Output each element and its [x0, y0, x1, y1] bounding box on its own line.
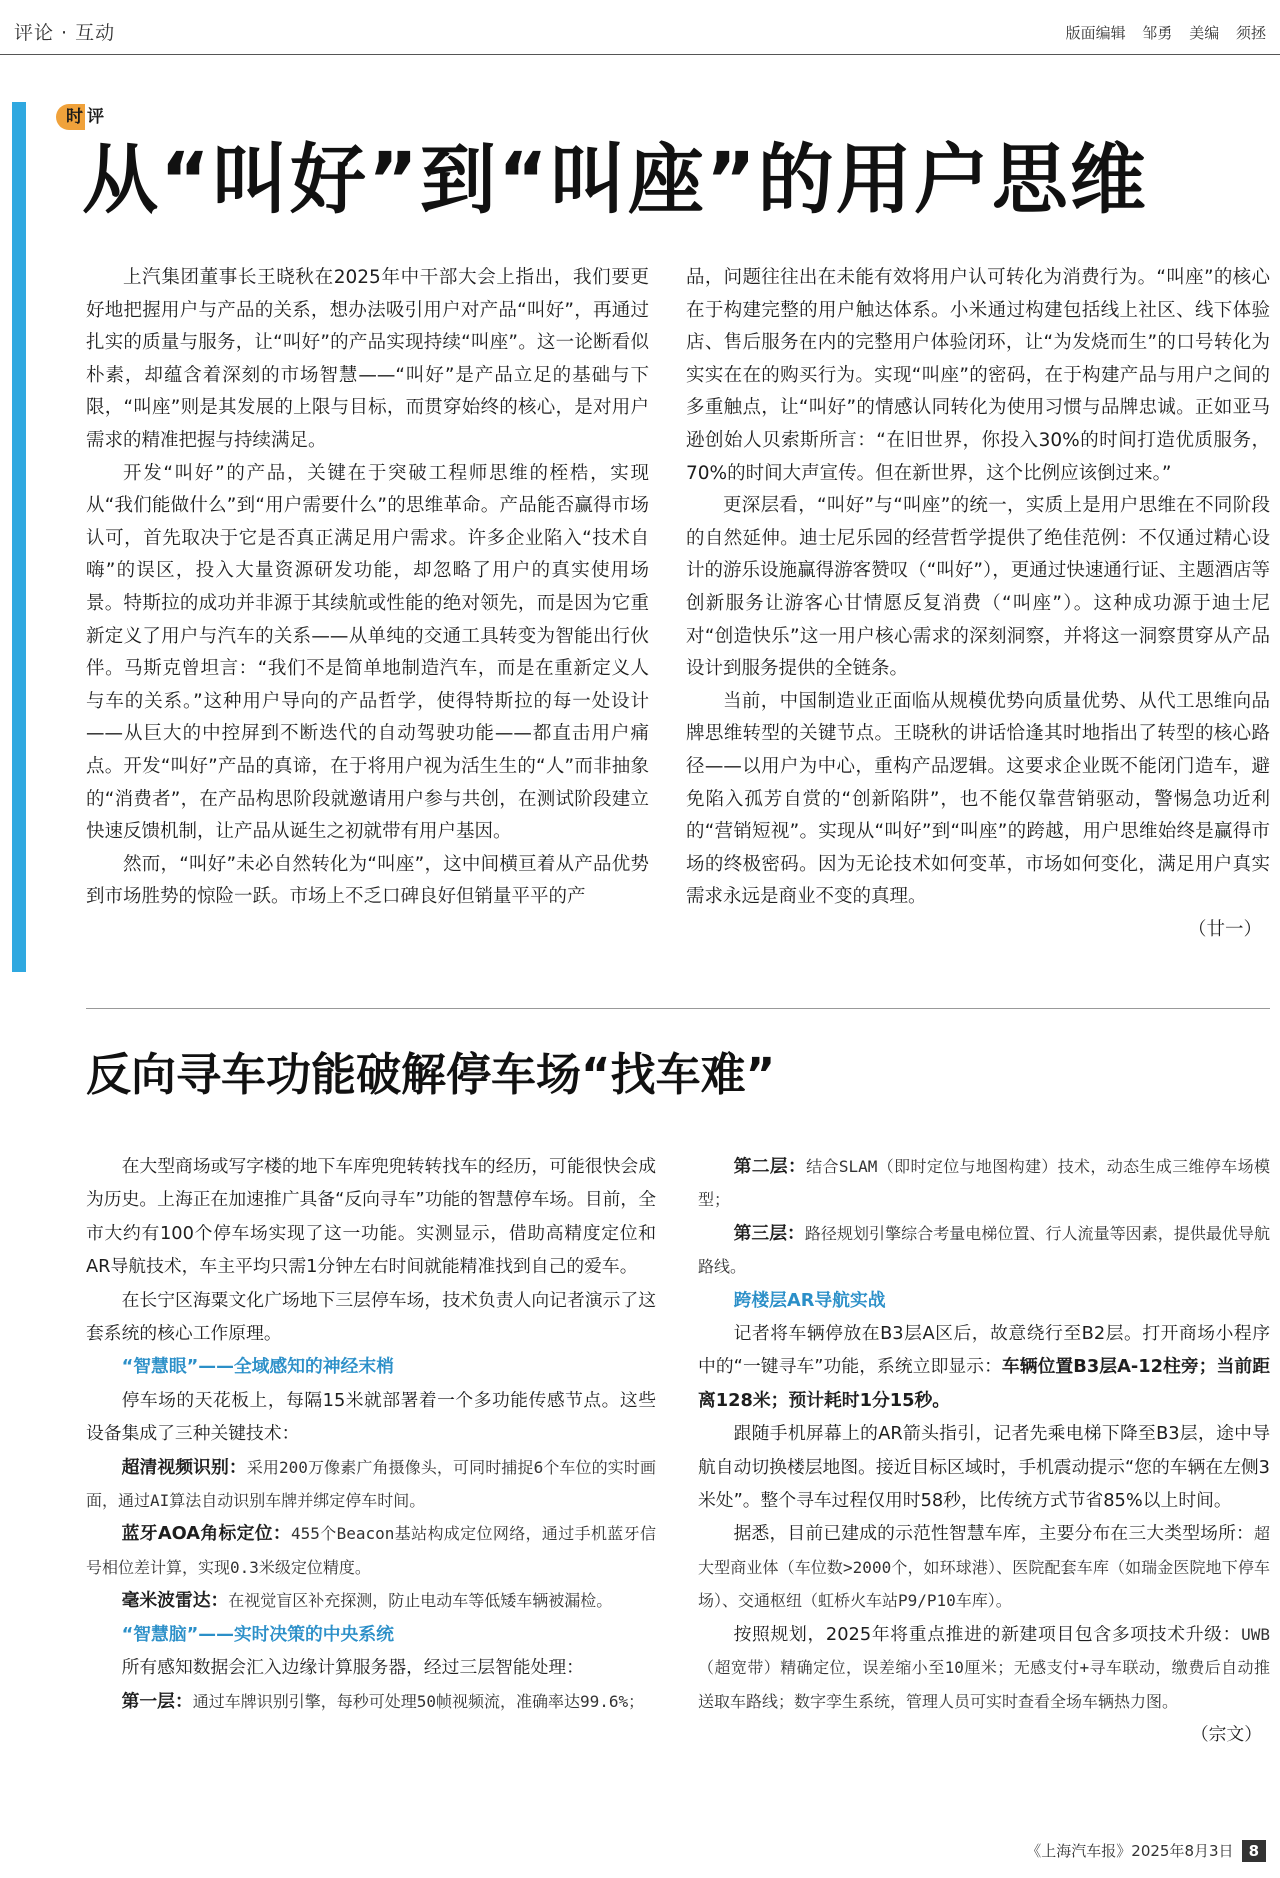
editor-label: 版面编辑: [1065, 24, 1126, 42]
nav-readout: 车辆位置B3层A-12柱旁；当前距离128米；预计耗时1分15秒。: [698, 1356, 1270, 1411]
subheading: “智慧眼”——全域感知的神经末梢: [121, 1356, 394, 1378]
tech-item: [86, 1584, 656, 1617]
page-footer: [1026, 1840, 1266, 1862]
paragraph: 所有感知数据会汇入边缘计算服务器，经过三层智能处理：: [121, 1657, 584, 1679]
paper-name-date: 《上海汽车报》2025年8月3日: [1026, 1842, 1234, 1860]
paragraph: 然而，“叫好”未必自然转化为“叫座”，这中间横亘着从产品优势到市场胜势的惊险一跃。市场上不乏口碑良好但销量平平的产: [86, 853, 649, 908]
paragraph: 停车场的天花板上，每隔15米就部署着一个多功能传感节点。这些设备集成了三种关键技术：: [86, 1389, 656, 1445]
tech-item-lead: 蓝牙AOA角标定位：: [121, 1523, 292, 1545]
location-list: 超大型商业体（车位数>2000个，如环球港）、医院配套车库（如瑞金医院地下停车场）、交通枢纽（虹桥火车站P9/P10车库）。: [698, 1524, 1270, 1611]
section-name: 评论 · 互动: [14, 22, 116, 44]
commentary-tag: [56, 104, 104, 130]
tech-item: [698, 1217, 1270, 1284]
article1-signature: （廿一）: [1187, 918, 1262, 940]
paragraph: 据悉，目前已建成的示范性智慧车库，主要分布在三大类型场所：超大型商业体（车位数>2000个，如环球港）、医院配套车库（如瑞金医院地下停车场）、交通枢纽（虹桥火车站P9/P10车库）。: [698, 1523, 1270, 1611]
paragraph: 跟随手机屏幕上的AR箭头指引，记者先乘电梯下降至B3层，途中导航自动切换楼层地图。接近目标区域时，手机震动提示“您的车辆在左侧3米处”。整个寻车过程仅用时58秒，比传统方式节省85%以上时间。: [698, 1423, 1270, 1512]
paragraph: 当前，中国制造业正面临从规模优势向质量优势、从代工思维向品牌思维转型的关键节点。王晓秋的讲话恰逢其时地指出了转型的核心路径——以用户为中心，重构产品逻辑。这要求企业既不能闭门造车，避免陷入孤芳自赏的“创新陷阱”，也不能仅靠营销驱动，警惕急功近利的“营销短视”。实现从“叫好”到“叫座”的跨越，用户思维始终是赢得市场的终极密码。因为无论技术如何变革，市场如何变化，满足用户真实需求永远是商业不变的真理。: [686, 690, 1270, 908]
tag-highlight: 时: [56, 104, 85, 130]
layer-text: 结合SLAM（即时定位与地图构建）技术，动态生成三维停车场模型；: [698, 1157, 1270, 1210]
paragraph: 在大型商场或写字楼的地下车库兜兜转转找车的经历，可能很快会成为历史。上海正在加速推广具备“反向寻车”功能的智慧停车场。目前，全市大约有100个停车场实现了这一功能。实测显示，借助高精度定位和AR导航技术，车主平均只需1分钟左右时间就能精准找到自己的爱车。: [86, 1156, 656, 1278]
layer-lead: 第一层：: [121, 1690, 193, 1712]
tech-item: [698, 1150, 1270, 1217]
article2-title: 反向寻车功能破解停车场“找车难”: [86, 1048, 776, 1101]
article2-left-column: [86, 1150, 656, 1718]
accent-bar: [12, 102, 26, 972]
tech-item-text: 采用200万像素广角摄像头，可同时捕捉6个车位的实时画面，通过AI算法自动识别车牌并绑定停车时间。: [86, 1457, 656, 1511]
layer-lead: 第三层：: [733, 1222, 805, 1244]
tech-item-lead: 毫米波雷达：: [121, 1590, 229, 1612]
tag-rest: 评: [87, 107, 104, 127]
tech-item-text: 在视觉盲区补充探测，防止电动车等低矮车辆被漏检。: [228, 1591, 613, 1611]
paragraph: 上汽集团董事长王晓秋在2025年中干部大会上指出，我们要更好地把握用户与产品的关系，想办法吸引用户对产品“叫好”，再通过扎实的质量与服务，让“叫好”的产品实现持续“叫座”。这一论断看似朴素，却蕴含着深刻的市场智慧——“叫好”是产品立足的基础与下限，“叫座”则是其发展的上限与目标，而贯穿始终的核心，是对用户需求的精准把握与持续满足。: [86, 267, 649, 451]
editor-name: 邹勇: [1142, 24, 1173, 42]
paragraph: 按照规划，2025年将重点推进的新建项目包含多项技术升级：UWB（超宽带）精确定位，误差缩小至10厘米；无感支付+寻车联动，缴费后自动推送取车路线；数字孪生系统，管理人员可实时查看全场车辆热力图。: [698, 1623, 1270, 1711]
section-divider: [86, 1008, 1270, 1009]
tech-item-text: 455个Beacon基站构成定位网络，通过手机蓝牙信号相位差计算，实现0.3米级定位精度。: [86, 1524, 656, 1577]
paragraph: 记者将车辆停放在B3层A区后，故意绕行至B2层。打开商场小程序中的“一键寻车”功能，系统立即显示：车辆位置B3层A-12柱旁；当前距离128米；预计耗时1分15秒。: [698, 1323, 1270, 1411]
paragraph: 在长宁区海粟文化广场地下三层停车场，技术负责人向记者演示了这套系统的核心工作原理。: [86, 1289, 656, 1345]
article1-right-column: [686, 262, 1270, 946]
designer-name: 须拯: [1235, 24, 1266, 42]
article1-title: 从“叫好”到“叫座”的用户思维: [82, 135, 1148, 224]
article2-right-column: [698, 1150, 1270, 1751]
tech-item: [86, 1451, 656, 1518]
paragraph: 品，问题往往出在未能有效将用户认可转化为消费行为。“叫座”的核心在于构建完整的用户触达体系。小米通过构建包括线上社区、线下体验店、售后服务在内的完整用户体验闭环，让“为发烧而生”的口号转化为实实在在的购买行为。实现“叫座”的密码，在于构建产品与用户之间的多重触点，让“叫好”的情感认同转化为使用习惯与品牌忠诚。正如亚马逊创始人贝索斯所言：“在旧世界，你投入30%的时间打造优质服务，70%的时间大声宣传。但在新世界，这个比例应该倒过来。”: [686, 267, 1270, 484]
editor-credits: [1054, 22, 1266, 43]
article1-left-column: [86, 262, 649, 914]
designer-label: 美编: [1189, 24, 1220, 42]
tech-item: [86, 1685, 656, 1718]
page-number: 8: [1242, 1840, 1266, 1862]
layer-text: 通过车牌识别引擎，每秒可处理50帧视频流，准确率达99.6%；: [192, 1691, 645, 1711]
paragraph: 更深层看，“叫好”与“叫座”的统一，实质上是用户思维在不同阶段的自然延伸。迪士尼乐园的经营哲学提供了绝佳范例：不仅通过精心设计的游乐设施赢得游客赞叹（“叫好”），更通过快速通行证、主题酒店等创新服务让游客心甘情愿反复消费（“叫座”）。这种成功源于迪士尼对“创造快乐”这一用户核心需求的深刻洞察，并将这一洞察贯穿从产品设计到服务提供的全链条。: [686, 495, 1270, 680]
layer-lead: 第二层：: [733, 1156, 807, 1177]
subheading: 跨楼层AR导航实战: [733, 1289, 886, 1311]
article2-signature: （宗文）: [1190, 1723, 1262, 1745]
tech-item: [86, 1517, 656, 1584]
layer-text: 路径规划引擎综合考量电梯位置、行人流量等因素，提供最优导航路线。: [698, 1223, 1270, 1277]
subheading: “智慧脑”——实时决策的中央系统: [121, 1623, 394, 1645]
page-header: [0, 0, 1280, 55]
paragraph: 开发“叫好”的产品，关键在于突破工程师思维的桎梏，实现从“我们能做什么”到“用户需要什么”的思维革命。产品能否赢得市场认可，首先取决于它是否真正满足用户需求。许多企业陷入“技术自嗨”的误区，投入大量资源研发功能，却忽略了用户的真实使用场景。特斯拉的成功并非源于其续航或性能的绝对领先，而是因为它重新定义了用户与汽车的关系——从单纯的交通工具转变为智能出行伙伴。马斯克曾坦言：“我们不是简单地制造汽车，而是在重新定义人与车的关系。”这种用户导向的产品哲学，使得特斯拉的每一处设计——从巨大的中控屏到不断迭代的自动驾驶功能——都直击用户痛点。开发“叫好”产品的真谛，在于将用户视为活生生的“人”而非抽象的“消费者”，在产品构思阶段就邀请用户参与共创，在测试阶段建立快速反馈机制，让产品从诞生之初就带有用户基因。: [86, 462, 649, 843]
upgrade-list: UWB（超宽带）精确定位，误差缩小至10厘米；无感支付+寻车联动，缴费后自动推送取车路线；数字孪生系统，管理人员可实时查看全场车辆热力图。: [698, 1624, 1270, 1711]
tech-item-lead: 超清视频识别：: [121, 1456, 247, 1478]
